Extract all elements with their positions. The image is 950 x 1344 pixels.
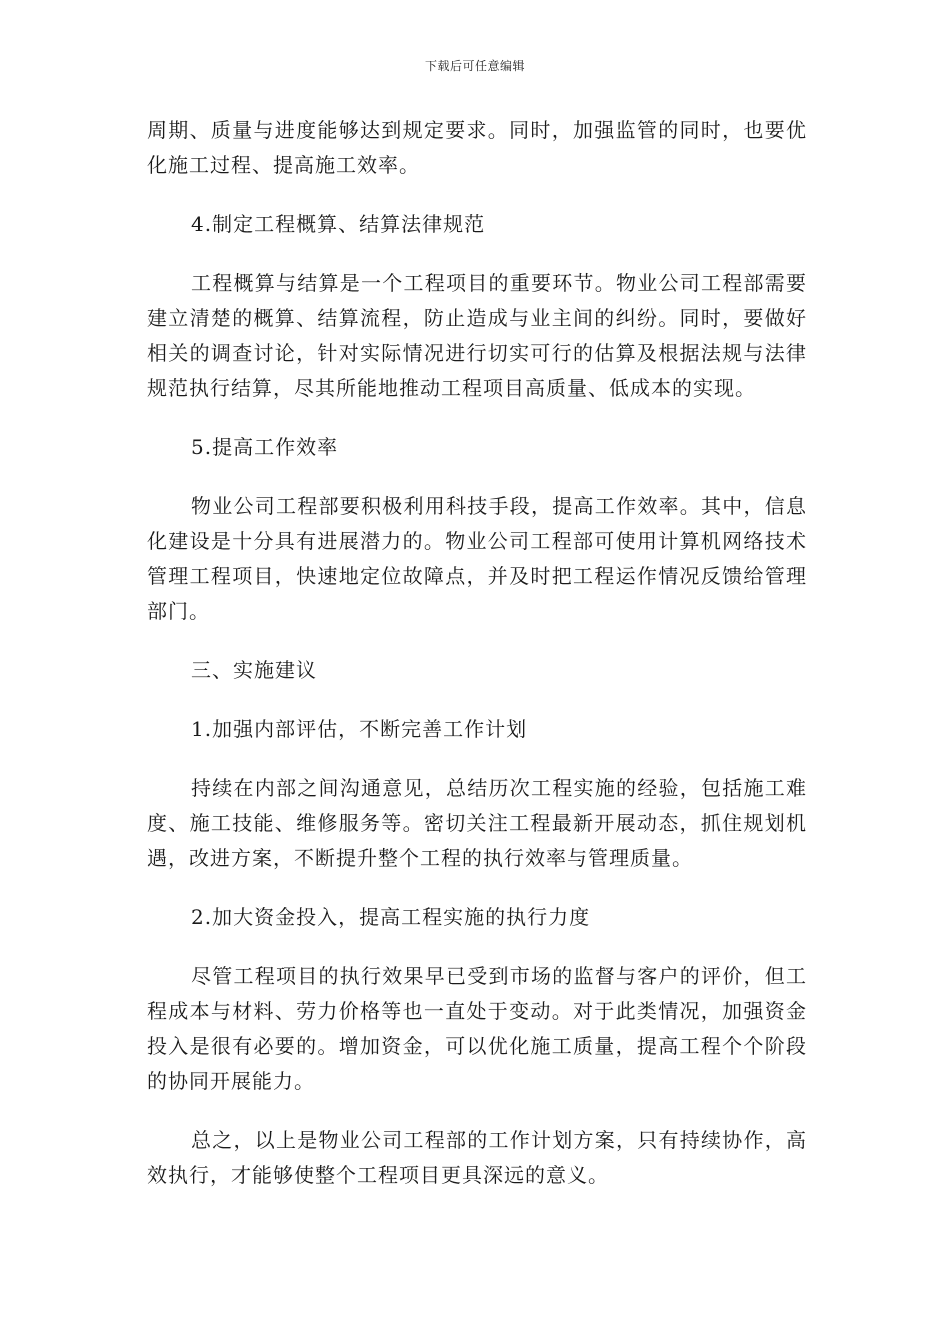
- paragraph-conclusion: 总之，以上是物业公司工程部的工作计划方案，只有持续协作，高效执行，才能够使整个工程项目更具深远的意义。: [147, 1128, 807, 1187]
- subsection-heading-1: 1.加强内部评估，不断完善工作计划: [191, 717, 528, 741]
- section-heading-5: 5.提高工作效率: [191, 435, 339, 459]
- document-body: [147, 113, 807, 1217]
- section-heading-4: 4.制定工程概算、结算法律规范: [191, 212, 486, 236]
- page-header: 下载后可任意编辑: [424, 59, 525, 73]
- paragraph-budget-settlement: 工程概算与结算是一个工程项目的重要环节。物业公司工程部需要建立清楚的概算、结算流程，防止造成与业主间的纠纷。同时，要做好相关的调查讨论，针对实际情况进行切实可行的估算及根据法规与法律规范执行结算，尽其所能地推动工程项目高质量、低成本的实现。: [147, 271, 807, 400]
- paragraph-funding: 尽管工程项目的执行效果早已受到市场的监督与客户的评价，但工程成本与材料、劳力价格等也一直处于变动。对于此类情况，加强资金投入是很有必要的。增加资金，可以优化施工质量，提高工程个个阶段的协同开展能力。: [147, 964, 807, 1093]
- subsection-heading-2: 2.加大资金投入，提高工程实施的执行力度: [191, 905, 591, 929]
- chapter-heading-implementation: 三、实施建议: [191, 658, 317, 682]
- paragraph-internal-evaluation: 持续在内部之间沟通意见，总结历次工程实施的经验，包括施工难度、施工技能、维修服务等。密切关注工程最新开展动态，抓住规划机遇，改进方案，不断提升整个工程的执行效率与管理质量。: [147, 776, 807, 870]
- paragraph-efficiency: 物业公司工程部要积极利用科技手段，提高工作效率。其中，信息化建设是十分具有进展潜力的。物业公司工程部可使用计算机网络技术管理工程项目，快速地定位故障点，并及时把工程运作情况反馈给管理部门。: [147, 494, 807, 623]
- paragraph-continued: 周期、质量与进度能够达到规定要求。同时，加强监管的同时，也要优化施工过程、提高施工效率。: [147, 118, 807, 177]
